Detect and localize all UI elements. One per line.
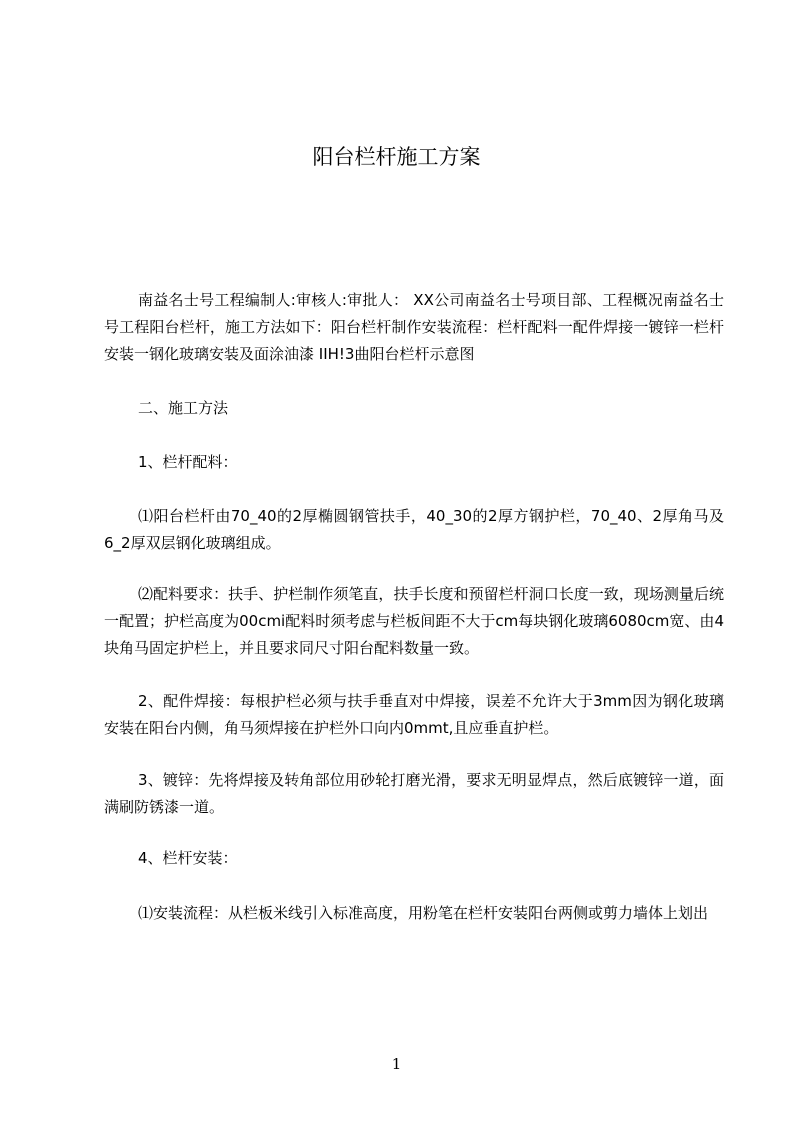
paragraph-railing-composition: ⑴阳台栏杆由70_40的2厚椭圆钢管扶手，40_30的2厚方钢护栏，70_40、2厚角马及6_2厚双层钢化玻璃组成。 (104, 507, 724, 552)
section-heading-construction-method: 二、施工方法 (138, 399, 229, 417)
paragraph-intro: 南益名士号工程编制人:审核人:审批人： XX公司南益名士号项目部、工程概况南益名士号工程阳台栏杆，施工方法如下：阳台栏杆制作安装流程：栏杆配料一配件焊接一镀锌一栏杆安装一钢化玻璃安装及面涂油漆 IIH!3曲阳台栏杆示意图 (104, 291, 724, 363)
page-number: 1 (391, 1055, 402, 1073)
paragraph-galvanizing: 3、镀锌：先将焊接及转角部位用砂轮打磨光滑，要求无明显焊点，然后底镀锌一道，面满刷防锈漆一道。 (104, 771, 724, 816)
paragraph-material-requirements: ⑵配料要求：扶手、护栏制作须笔直，扶手长度和预留栏杆洞口长度一致，现场测量后统一配置；护栏高度为00cmi配料时须考虑与栏板间距不大于cm每块钢化玻璃6080cm宽、由4块角马固定护栏上，并且要求同尺寸阳台配料数量一致。 (104, 585, 724, 657)
document-title: 阳台栏杆施工方案 (312, 145, 481, 169)
subsection-heading-railing-materials: 1、栏杆配料： (138, 453, 238, 471)
subsection-heading-railing-installation: 4、栏杆安装： (138, 849, 238, 867)
paragraph-fitting-welding: 2、配件焊接：每根护栏必须与扶手垂直对中焊接，误差不允许大于3mm因为钢化玻璃安装在阳台内侧，角马须焊接在护栏外口向内0mmt,且应垂直护栏。 (104, 692, 724, 737)
paragraph-installation-process: ⑴安装流程：从栏板米线引入标准高度，用粉笔在栏杆安装阳台两侧或剪力墙体上划出 (138, 904, 709, 922)
